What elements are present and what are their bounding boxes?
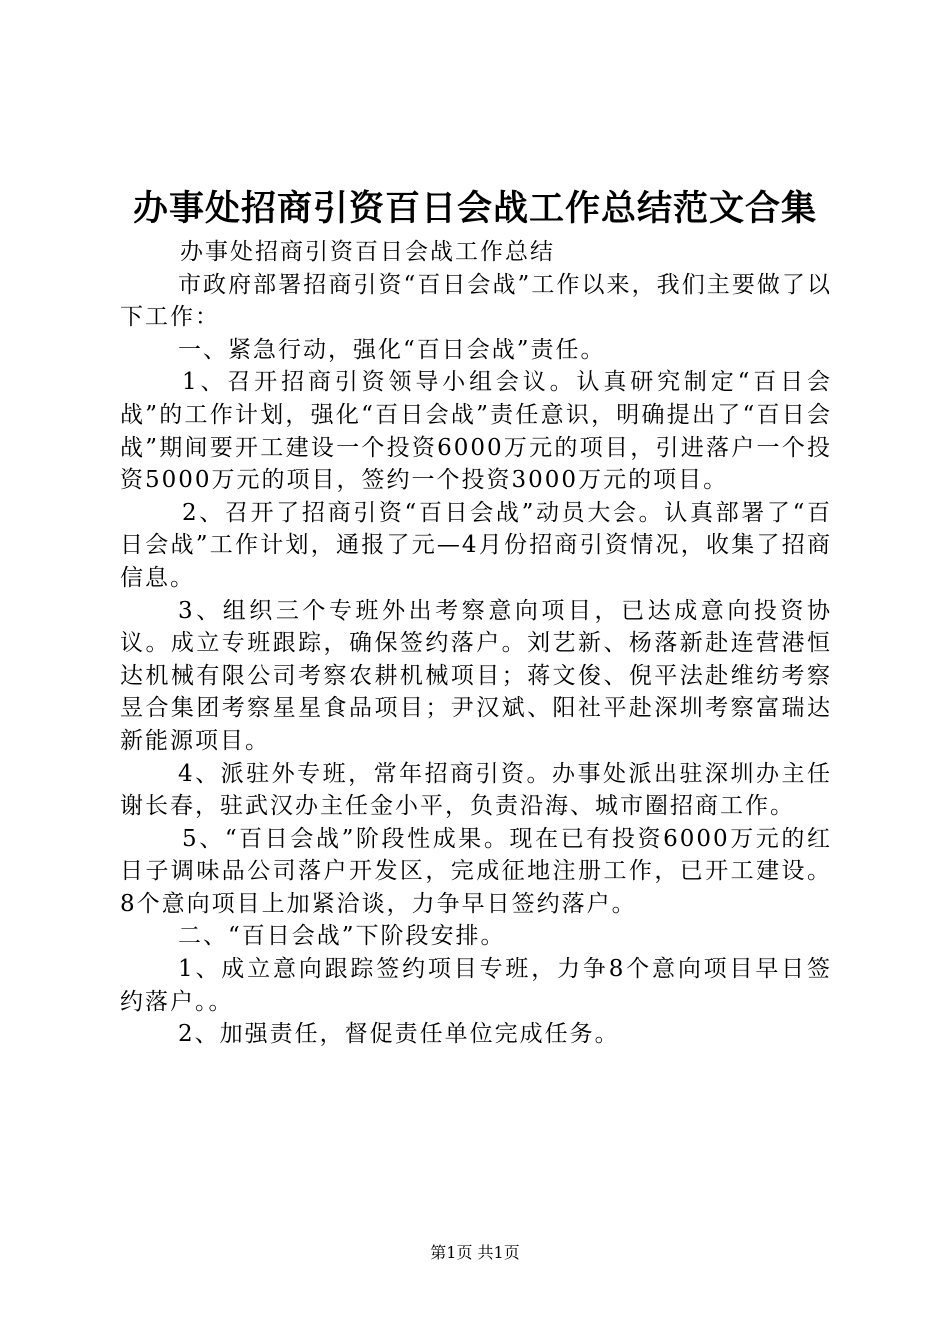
section-heading-2: 二、“百日会战”下阶段安排。: [178, 923, 506, 950]
list-item-1-4: 4、派驻外专班，常年招商引资。办事处派出驻深圳办主任谢长春，驻武汉办主任金小平，负责沿海、城市圈招商工作。: [120, 760, 832, 820]
document-body: [120, 236, 832, 1051]
section-heading-1: 一、紧急行动，强化“百日会战”责任。: [178, 336, 606, 363]
intro-paragraph: 市政府部署招商引资“百日会战”工作以来，我们主要做了以下工作：: [120, 271, 832, 331]
list-item-1-2: 2、召开了招商引资“百日会战”动员大会。认真部署了“百日会战”工作计划，通报了元—4月份招商引资情况，收集了招商信息。: [120, 499, 832, 591]
list-item-1-1: 1、召开招商引资领导小组会议。认真研究制定“百日会战”的工作计划，强化“百日会战”责任意识，明确提出了“百日会战”期间要开工建设一个投资6000万元的项目，引进落户一个投资5000万元的项目，签约一个投资3000万元的项目。: [120, 369, 832, 494]
document-title: 办事处招商引资百日会战工作总结范文合集: [132, 188, 817, 229]
page-number-footer: 第1页 共1页: [430, 1243, 520, 1262]
list-item-1-3: 3、组织三个专班外出考察意向项目，已达成意向投资协议。成立专班跟踪，确保签约落户。刘艺新、杨落新赴连营港恒达机械有限公司考察农耕机械项目；蒋文俊、倪平法赴维纺考察昱合集团考察星星食品项目；尹汉斌、阳社平赴深圳考察富瑞达新能源项目。: [120, 597, 832, 754]
list-item-2-2: 2、加强责任，督促责任单位完成任务。: [178, 1021, 620, 1048]
list-item-2-1: 1、成立意向跟踪签约项目专班，力争8个意向项目早日签约落户。。: [120, 956, 832, 1015]
document-subtitle: 办事处招商引资百日会战工作总结: [180, 239, 555, 265]
list-item-1-5: 5、“百日会战”阶段性成果。现在已有投资6000万元的红日子调味品公司落户开发区，完成征地注册工作，已开工建设。8个意向项目上加紧洽谈，力争早日签约落户。: [120, 825, 832, 917]
